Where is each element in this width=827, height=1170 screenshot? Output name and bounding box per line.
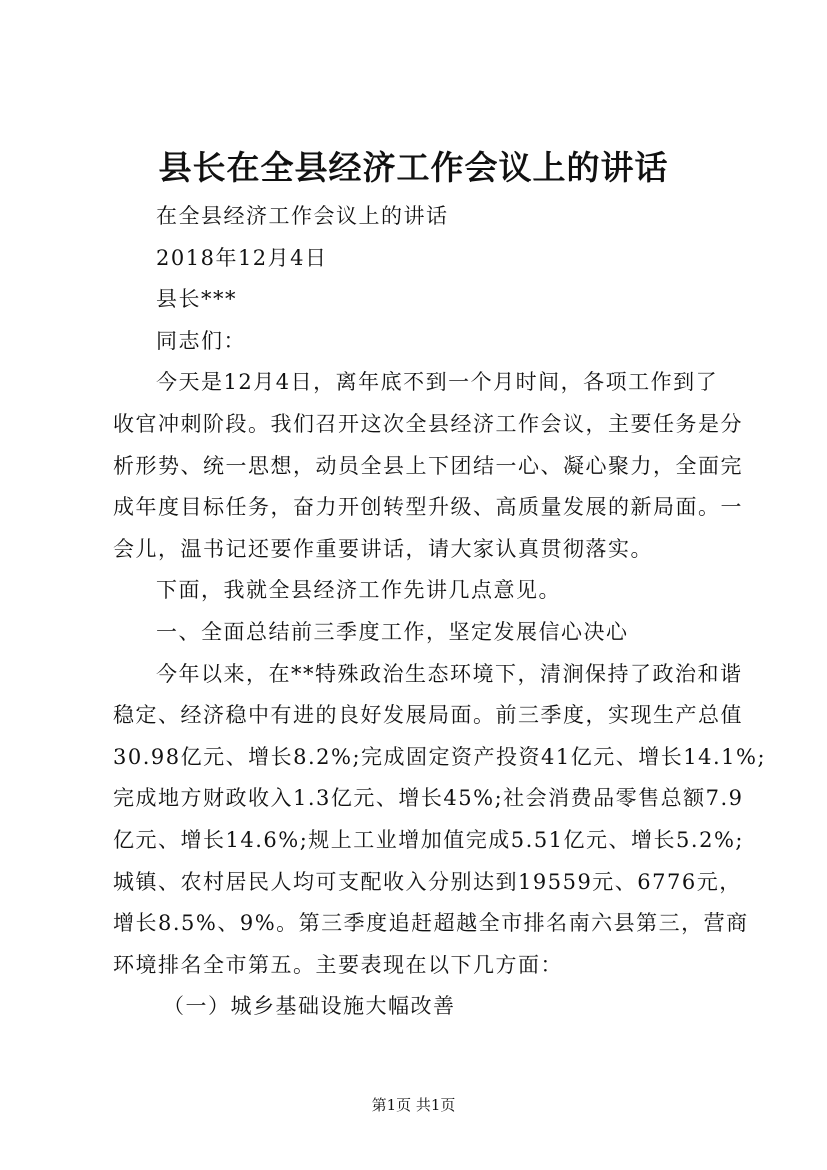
- page-footer: 第1页 共1页: [371, 1096, 456, 1114]
- text-line: 今年以来，在**特殊政治生态环境下，清涧保持了政治和谐: [156, 661, 743, 686]
- text-line: 30.98亿元、增长8.2%;完成固定资产投资41亿元、增长14.1%;: [113, 744, 767, 769]
- text-line: 析形势、统一思想，动员全县上下团结一心、凝心聚力，全面完: [113, 453, 743, 478]
- text-line: 环境排名全市第五。主要表现在以下几方面：: [113, 952, 563, 977]
- text-line: 收官冲刺阶段。我们召开这次全县经济工作会议，主要任务是分: [113, 411, 743, 436]
- text-line: 增长8.5%、9%。第三季度追赶超越全市排名南六县第三，营商: [113, 911, 749, 936]
- text-line: （一）城乡基础设施大幅改善: [163, 994, 456, 1019]
- text-line: 县长***: [156, 287, 237, 312]
- text-line: 下面，我就全县经济工作先讲几点意见。: [156, 578, 561, 603]
- text-line: 完成地方财政收入1.3亿元、增长45%;社会消费品零售总额7.9: [113, 786, 744, 811]
- text-line: 一、全面总结前三季度工作，坚定发展信心决心: [156, 619, 629, 644]
- text-line: 同志们：: [156, 328, 246, 353]
- text-line: 今天是12月4日，离年底不到一个月时间，各项工作到了: [156, 370, 719, 395]
- text-line: 稳定、经济稳中有进的良好发展局面。前三季度，实现生产总值: [113, 703, 743, 728]
- text-line: 城镇、农村居民人均可支配收入分别达到19559元、6776元，: [113, 869, 742, 894]
- text-line: 在全县经济工作会议上的讲话: [156, 204, 449, 228]
- document-title: 县长在全县经济工作会议上的讲话: [158, 148, 669, 187]
- text-line: 亿元、增长14.6%;规上工业增加值完成5.51亿元、增长5.2%;: [113, 827, 744, 852]
- text-line: 成年度目标任务，奋力开创转型升级、高质量发展的新局面。一: [113, 495, 743, 520]
- document-body: [113, 196, 767, 1028]
- text-line: 2018年12月4日: [156, 245, 328, 270]
- text-line: 会儿，温书记还要作重要讲话，请大家认真贯彻落实。: [113, 536, 653, 561]
